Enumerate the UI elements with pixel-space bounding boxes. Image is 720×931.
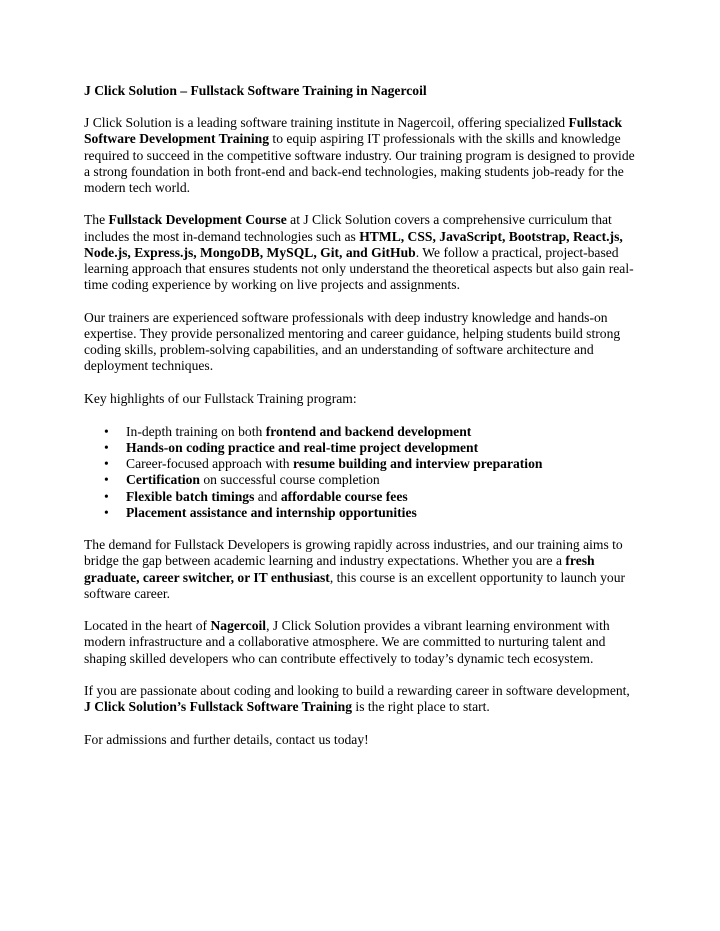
document-title: J Click Solution – Fullstack Software Training in Nagercoil — [84, 83, 427, 98]
bullet-icon: • — [104, 423, 109, 439]
bold-text: Nagercoil — [210, 618, 267, 634]
list-item — [84, 424, 636, 440]
bold-text: Certification — [126, 472, 200, 488]
trainers-paragraph: Our trainers are experienced software professionals with deep industry knowledge and hands-on expertise. They provide personalized mentoring and career guidance, helping students build strong coding skills, problem-solving capabilities, and an understanding of software architecture and deployment techniques. — [84, 309, 621, 374]
text-span: and — [254, 488, 281, 504]
bold-text: Flexible batch timings — [126, 488, 255, 504]
list-item — [84, 505, 636, 521]
bold-text: frontend and backend development — [265, 423, 472, 439]
text-span: The demand for Fullstack Developers is growing rapidly across industries, and our training aims to bridge the gap between academic learning and industry expectations. Whether you are a — [84, 537, 623, 569]
highlights-intro: Key highlights of our Fullstack Training program: — [84, 390, 357, 406]
bold-text: Fullstack Software Development Training — [84, 115, 623, 147]
bold-text: affordable course fees — [280, 488, 408, 504]
bold-text: J Click Solution’s Fullstack Software Training — [84, 699, 353, 715]
text-span: is the right place to start. — [352, 699, 490, 715]
intro-paragraph — [84, 115, 636, 196]
text-span: The — [84, 212, 109, 228]
text-span: Located in the heart of — [84, 618, 211, 634]
list-item — [84, 440, 636, 456]
text-span: Career-focused approach with — [126, 456, 293, 472]
demand-paragraph — [84, 537, 636, 602]
highlights-list — [84, 424, 636, 521]
text-span: , this course is an excellent opportunity to launch your software career. — [84, 569, 626, 601]
contact-paragraph: For admissions and further details, contact us today! — [84, 731, 369, 747]
bullet-icon: • — [104, 488, 109, 504]
text-span: If you are passionate about coding and looking to build a rewarding career in software development, — [84, 683, 630, 699]
curriculum-paragraph — [84, 212, 636, 293]
list-item — [84, 489, 636, 505]
bullet-icon: • — [104, 456, 109, 472]
call-to-action-paragraph — [84, 683, 636, 715]
list-item — [84, 472, 636, 488]
bold-text: Placement assistance and internship opportunities — [126, 504, 417, 520]
text-span: . We follow a practical, project-based learning approach that ensures students not only understand the theoretical aspects but also gain real-time coding experience by working on live projects and assignments. — [84, 244, 634, 293]
document-page — [84, 83, 636, 764]
text-span: on successful course completion — [199, 472, 380, 488]
text-span: to equip aspiring IT professionals with the skills and knowledge required to succeed in the competitive software industry. Our training program is designed to provide a strong foundation in both front-end and back-end technologies, making students job-ready for the modern tech world. — [84, 131, 635, 196]
bullet-icon: • — [104, 472, 109, 488]
bold-text: Fullstack Development Course — [108, 212, 287, 228]
text-span: J Click Solution is a leading software training institute in Nagercoil, offering specialized — [84, 115, 569, 131]
location-paragraph — [84, 618, 636, 667]
bullet-icon: • — [104, 440, 109, 456]
text-span: , J Click Solution provides a vibrant learning environment with modern infrastructure and a collaborative atmosphere. We are committed to nurturing talent and shaping skilled developers who can contribute effectively to today’s dynamic tech ecosystem. — [84, 618, 610, 666]
bullet-icon: • — [104, 504, 109, 520]
bold-text: HTML, CSS, JavaScript, Bootstrap, React.js, Node.js, Express.js, MongoDB, MySQL, Git, and GitHub — [84, 228, 623, 260]
bold-text: fresh graduate, career switcher, or IT enthusiast — [84, 553, 595, 585]
bold-text: Hands-on coding practice and real-time project development — [126, 440, 479, 456]
text-span: at J Click Solution covers a comprehensive curriculum that includes the most in-demand technologies such as — [84, 212, 612, 244]
bold-text: resume building and interview preparation — [292, 456, 543, 472]
text-span: In-depth training on both — [126, 423, 266, 439]
list-item — [84, 456, 636, 472]
